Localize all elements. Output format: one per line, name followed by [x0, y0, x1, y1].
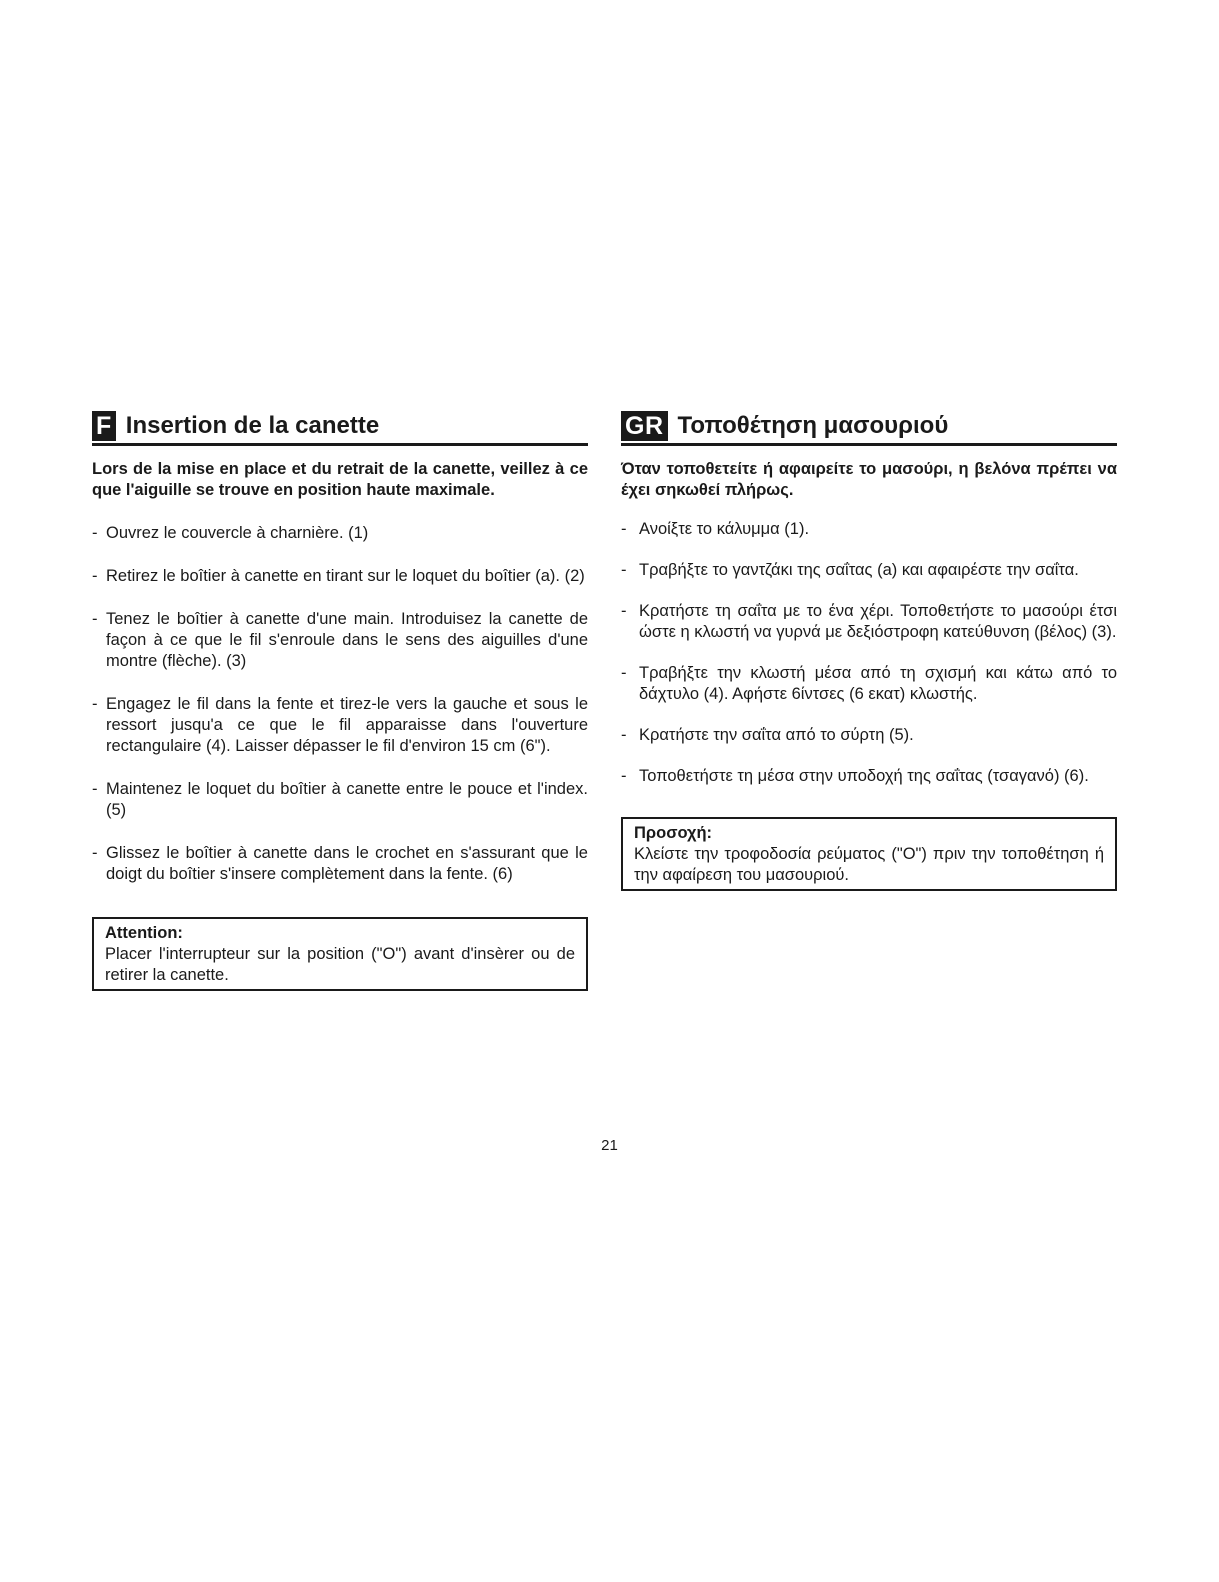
page-number: 21: [601, 1137, 618, 1154]
bullet-dash: -: [621, 520, 627, 538]
greek-step: [621, 725, 1117, 746]
greek-warning-text: Κλείστε την τροφοδοσία ρεύματος ("O") πριν την τοποθέτηση ή την αφαίρεση του μασουριού.: [634, 845, 1104, 884]
step-text: Ouvrez le couvercle à charnière. (1): [106, 524, 369, 542]
bullet-dash: -: [92, 844, 98, 862]
greek-language-badge: GR: [621, 411, 668, 441]
bullet-dash: -: [92, 780, 98, 798]
step-text: Maintenez le loquet du boîtier à canette entre le pouce et l'index. (5): [106, 780, 588, 819]
step-text: Ανοίξτε το κάλυμμα (1).: [639, 520, 810, 538]
bullet-dash: -: [92, 610, 98, 628]
step-text: Retirez le boîtier à canette en tirant sur le loquet du boîtier (a). (2): [106, 567, 585, 585]
step-text: Τραβήξτε το γαντζάκι της σαΐτας (a) και αφαιρέστε την σαΐτα.: [639, 561, 1079, 579]
french-intro-note: Lors de la mise en place et du retrait de la canette, veillez à ce que l'aiguille se trouve en position haute maximale.: [92, 460, 588, 499]
french-step: [92, 694, 588, 757]
greek-step: [621, 766, 1117, 787]
french-warning-text: Placer l'interrupteur sur la position ("O") avant d'insèrer ou de retirer la canette.: [105, 945, 575, 984]
step-text: Engagez le fil dans la fente et tirez-le vers la gauche et sous le ressort jusqu'a ce que le fil apparaisse dans l'ouverture rectangulaire (4). Laisser dépasser le fil d'environ 15 cm (6").: [106, 695, 588, 755]
french-step: [92, 523, 588, 544]
step-text: Τραβήξτε την κλωστή μέσα από τη σχισμή και κάτω από το δάχτυλο (4). Αφήστε 6ίντσες (6 εκατ) κλωστής.: [639, 664, 1117, 703]
bullet-dash: -: [92, 524, 98, 542]
greek-step: [621, 601, 1117, 643]
step-text: Τοποθετήστε τη μέσα στην υποδοχή της σαΐτας (τσαγανό) (6).: [639, 767, 1089, 785]
step-text: Κρατήστε τη σαΐτα με το ένα χέρι. Τοποθετήστε το μασούρι έτσι ώστε η κλωστή να γυρνά με δεξιόστροφη κατεύθυνση (βέλος) (3).: [639, 602, 1117, 641]
greek-section-title: Τοποθέτηση μασουριού: [677, 412, 949, 439]
bullet-dash: -: [621, 561, 627, 579]
greek-warning-title: Προσοχή:: [634, 824, 713, 842]
french-warning-box: [92, 917, 588, 991]
greek-steps-list: [621, 519, 1117, 787]
french-step: [92, 779, 588, 821]
greek-step: [621, 663, 1117, 705]
bullet-dash: -: [621, 767, 627, 785]
french-step: [92, 609, 588, 672]
step-text: Κρατήστε την σαΐτα από το σύρτη (5).: [639, 726, 914, 744]
french-section-title: Insertion de la canette: [125, 412, 380, 439]
french-language-badge: F: [92, 411, 116, 441]
bullet-dash: -: [621, 726, 627, 744]
french-warning-title: Attention:: [105, 924, 183, 942]
bullet-dash: -: [92, 567, 98, 585]
greek-warning-box: [621, 817, 1117, 891]
bullet-dash: -: [92, 695, 98, 713]
greek-step: [621, 519, 1117, 540]
french-step: [92, 566, 588, 587]
greek-section-header: [621, 410, 1117, 446]
greek-intro-note: Όταν τοποθετείτε ή αφαιρείτε το μασούρι, η βελόνα πρέπει να έχει σηκωθεί πλήρως.: [621, 460, 1117, 499]
bullet-dash: -: [621, 664, 627, 682]
bullet-dash: -: [621, 602, 627, 620]
greek-step: [621, 560, 1117, 581]
french-steps-list: [92, 523, 588, 885]
french-section: [92, 410, 588, 991]
step-text: Tenez le boîtier à canette d'une main. Introduisez la canette de façon à ce que le fil s'enroule dans le sens des aiguilles d'une montre (flèche). (3): [106, 610, 588, 670]
french-section-header: [92, 410, 588, 446]
french-step: [92, 843, 588, 885]
step-text: Glissez le boîtier à canette dans le crochet en s'assurant que le doigt du boîtier s'insere complètement dans la fente. (6): [106, 844, 588, 883]
greek-section: [621, 410, 1117, 891]
